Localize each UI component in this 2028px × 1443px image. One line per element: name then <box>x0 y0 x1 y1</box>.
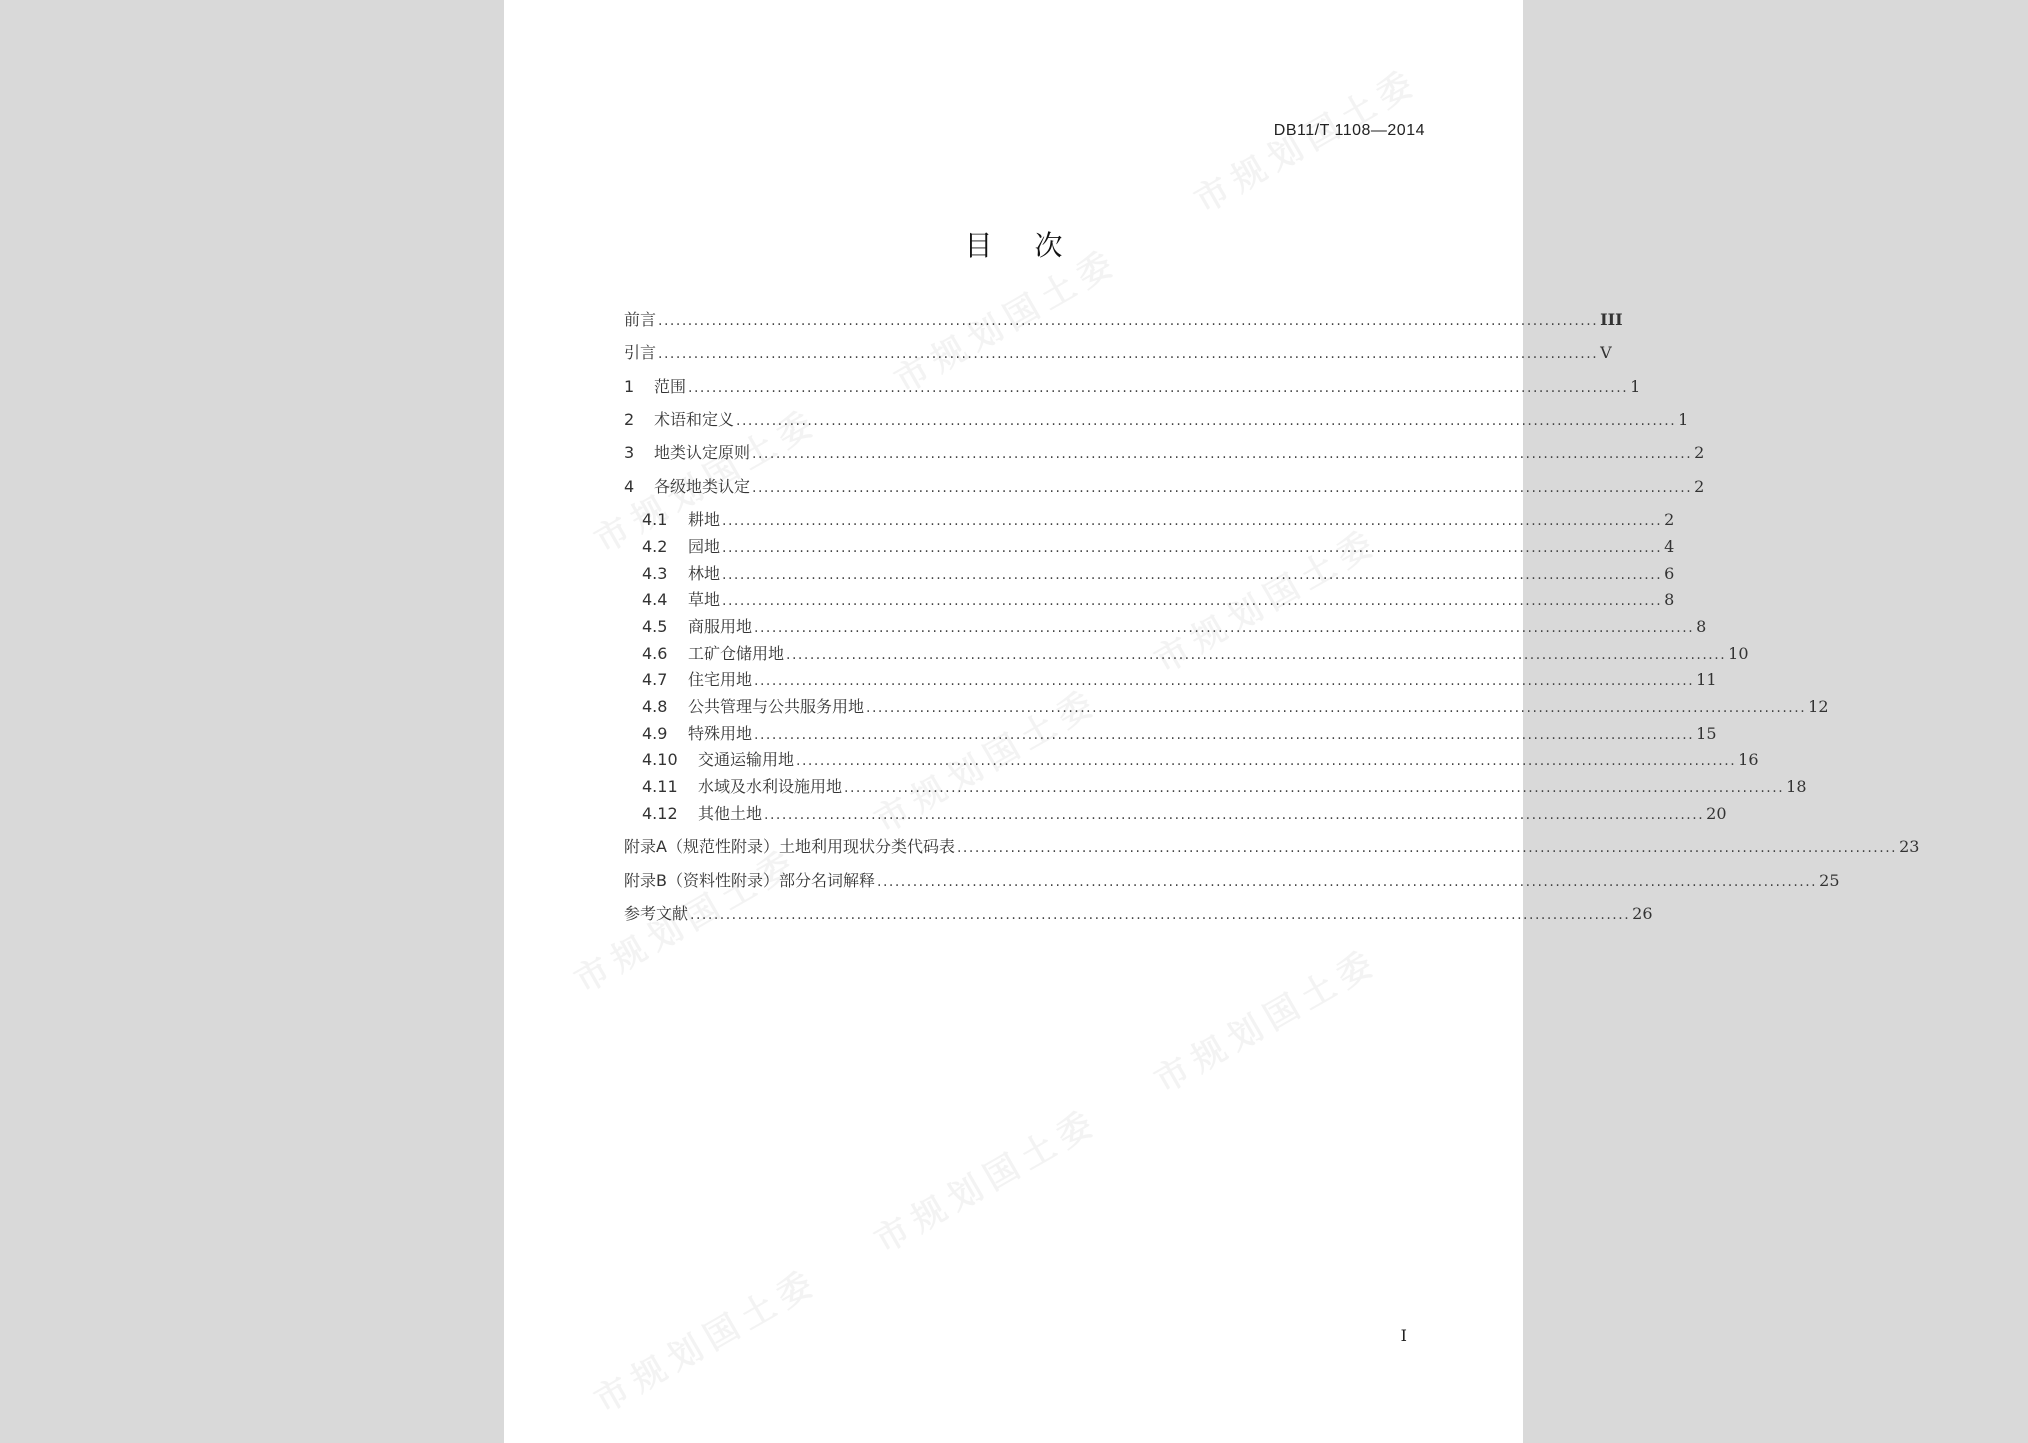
toc-leader-dots: .............................................................................................................................................................. <box>752 446 1693 462</box>
toc-entry-page: 15 <box>1696 724 1717 743</box>
toc-entry-introduction[interactable] <box>624 343 1612 364</box>
toc-title: 目次 <box>964 229 1105 262</box>
toc-entry-label: 公共管理与公共服务用地 <box>688 697 865 716</box>
toc-entry-appendix-b[interactable] <box>624 871 1840 892</box>
toc-leader-dots: .............................................................................................................................................................. <box>754 727 1695 743</box>
toc-entry-page: 1 <box>1678 410 1689 429</box>
toc-entry-4-4[interactable] <box>624 590 1675 611</box>
toc-entry-number: 4.3 <box>642 564 668 583</box>
toc-entry-4-1[interactable] <box>624 510 1675 531</box>
toc-entry-page: V <box>1600 343 1612 362</box>
toc-entry-4-11[interactable] <box>624 777 1807 798</box>
toc-entry-page: 12 <box>1808 697 1829 716</box>
toc-entry-4-6[interactable] <box>624 644 1749 665</box>
toc-entry-number: 4.2 <box>642 537 668 556</box>
toc-entry-4-8[interactable] <box>624 697 1829 718</box>
toc-entry-number: 1 <box>624 377 635 396</box>
toc-entry-label: 土地利用现状分类代码表 <box>778 837 955 856</box>
toc-leader-dots: .............................................................................................................................................................. <box>722 567 1663 583</box>
toc-entry-3[interactable] <box>624 443 1705 464</box>
toc-entry-number: 4.12 <box>642 804 678 823</box>
toc-leader-dots: .............................................................................................................................................................. <box>658 313 1599 329</box>
toc-entry-4-2[interactable] <box>624 537 1675 558</box>
toc-entry-4-5[interactable] <box>624 617 1707 638</box>
toc-entry-number: 4.7 <box>642 670 668 689</box>
toc-leader-dots: .............................................................................................................................................................. <box>722 593 1663 609</box>
toc-entry-2[interactable] <box>624 410 1689 431</box>
toc-entry-number: 4.1 <box>642 510 668 529</box>
toc-entry-page: 4 <box>1664 537 1675 556</box>
toc-entry-page: 11 <box>1696 670 1717 689</box>
toc-entry-number: 4.5 <box>642 617 668 636</box>
toc-entry-label: 引言 <box>624 343 657 362</box>
toc-entry-number: 4 <box>624 477 635 496</box>
toc-leader-dots: .............................................................................................................................................................. <box>736 413 1677 429</box>
toc-entry-number: 附录A（规范性附录） <box>624 837 779 856</box>
toc-entry-page: 26 <box>1632 904 1653 923</box>
toc-entry-label: 园地 <box>688 537 721 556</box>
toc-entry-appendix-a[interactable] <box>624 837 1920 858</box>
toc-leader-dots: .............................................................................................................................................................. <box>956 840 1898 856</box>
toc-entry-4[interactable] <box>624 477 1705 498</box>
toc-entry-label: 前言 <box>624 310 657 329</box>
page-number: I <box>1400 1326 1407 1345</box>
toc-entry-page: 10 <box>1728 644 1749 663</box>
toc-entry-page: 1 <box>1630 377 1641 396</box>
toc-entry-label: 商服用地 <box>688 617 753 636</box>
toc-entry-number: 4.4 <box>642 590 668 609</box>
toc-entry-page: 16 <box>1738 750 1759 769</box>
toc-entry-number: 4.9 <box>642 724 668 743</box>
document-page <box>504 0 1920 1443</box>
toc-entry-4-12[interactable] <box>624 804 1727 825</box>
toc-entry-label: 地类认定原则 <box>654 443 751 462</box>
toc-leader-dots: .............................................................................................................................................................. <box>844 780 1785 796</box>
toc-entry-label: 草地 <box>688 590 721 609</box>
toc-entry-label: 其他土地 <box>698 804 763 823</box>
toc-leader-dots: .............................................................................................................................................................. <box>764 807 1705 823</box>
toc-entry-label: 部分名词解释 <box>778 871 875 890</box>
toc-entry-number: 附录B（资料性附录） <box>624 871 779 890</box>
toc-leader-dots: .............................................................................................................................................................. <box>722 540 1663 556</box>
toc-entry-label: 工矿仓储用地 <box>688 644 785 663</box>
watermark <box>1144 934 1387 1102</box>
toc-entry-page: 8 <box>1696 617 1707 636</box>
toc-entry-page: 6 <box>1664 564 1675 583</box>
toc-entry-label: 住宅用地 <box>688 670 753 689</box>
toc-entry-1[interactable] <box>624 377 1641 398</box>
toc-entry-number: 4.8 <box>642 697 668 716</box>
toc-leader-dots: .............................................................................................................................................................. <box>754 673 1695 689</box>
toc-entry-page: 23 <box>1899 837 1920 856</box>
toc-entry-number: 3 <box>624 443 635 462</box>
toc-entry-label: 林地 <box>688 564 721 583</box>
watermark <box>584 1254 827 1422</box>
toc-entry-label: 范围 <box>654 377 687 396</box>
toc-entry-references[interactable] <box>624 904 1653 925</box>
toc-entry-4-7[interactable] <box>624 670 1717 691</box>
toc-entry-4-3[interactable] <box>624 564 1675 585</box>
toc-leader-dots: .............................................................................................................................................................. <box>786 647 1727 663</box>
toc-leader-dots: .............................................................................................................................................................. <box>866 700 1807 716</box>
toc-leader-dots: .............................................................................................................................................................. <box>722 513 1663 529</box>
toc-entry-number: 4.10 <box>642 750 678 769</box>
toc-entry-label: 交通运输用地 <box>698 750 795 769</box>
toc-entry-number: 4.6 <box>642 644 668 663</box>
toc-entry-4-10[interactable] <box>624 750 1759 771</box>
toc-leader-dots: .............................................................................................................................................................. <box>688 380 1629 396</box>
toc-entry-page: 25 <box>1819 871 1840 890</box>
watermark <box>864 1094 1107 1262</box>
toc-entry-page: 20 <box>1706 804 1727 823</box>
toc-leader-dots: .............................................................................................................................................................. <box>796 753 1737 769</box>
toc-entry-page: 8 <box>1664 590 1675 609</box>
toc-leader-dots: .............................................................................................................................................................. <box>658 346 1599 362</box>
toc-entry-page: 2 <box>1664 510 1675 529</box>
toc-entry-label: 特殊用地 <box>688 724 753 743</box>
document-code: DB11/T 1108—2014 <box>1273 122 1425 139</box>
toc-entry-label: 水域及水利设施用地 <box>698 777 843 796</box>
toc-leader-dots: .............................................................................................................................................................. <box>752 480 1693 496</box>
toc-entry-label: 耕地 <box>688 510 721 529</box>
toc-entry-label: 参考文献 <box>624 904 689 923</box>
toc-entry-foreword[interactable] <box>624 310 1623 331</box>
toc-entry-page: 2 <box>1694 443 1705 462</box>
toc-entry-page: 2 <box>1694 477 1705 496</box>
toc-leader-dots: .............................................................................................................................................................. <box>877 874 1818 890</box>
toc-entry-number: 2 <box>624 410 635 429</box>
toc-leader-dots: .............................................................................................................................................................. <box>754 620 1695 636</box>
toc-entry-page: III <box>1600 310 1623 329</box>
toc-entry-label: 各级地类认定 <box>654 477 751 496</box>
toc-leader-dots: .............................................................................................................................................................. <box>690 907 1631 923</box>
toc-entry-page: 18 <box>1786 777 1807 796</box>
toc-entry-4-9[interactable] <box>624 724 1717 745</box>
toc-entry-label: 术语和定义 <box>654 410 735 429</box>
toc-entry-number: 4.11 <box>642 777 678 796</box>
